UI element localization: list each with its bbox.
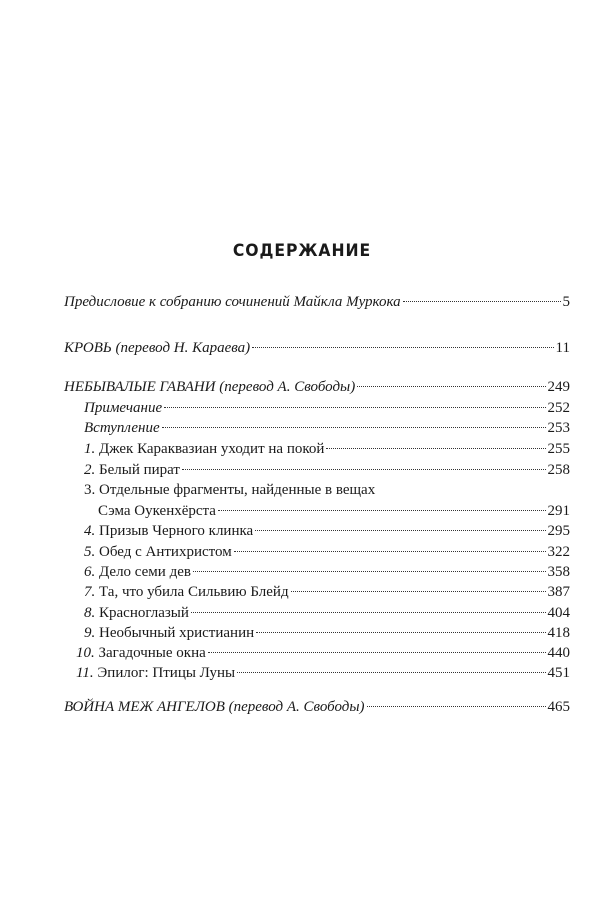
dot-leader — [182, 469, 546, 470]
chapter-number: 5. — [84, 544, 96, 560]
toc-entry-label: Вступление — [84, 420, 160, 436]
chapter-number: 3. — [84, 482, 96, 498]
toc-entry-label: Джек Караквазиан уходит на покой — [99, 441, 325, 457]
chapter-number: 8. — [84, 605, 96, 621]
toc-entry-label: Примечание — [84, 400, 163, 416]
toc-page-number: 418 — [547, 625, 570, 641]
toc-entry-chapter-2[interactable] — [84, 461, 570, 479]
dot-leader — [234, 551, 546, 552]
toc-page-number: 5 — [562, 294, 570, 310]
toc-entry-chapter-6[interactable] — [84, 563, 570, 581]
toc-page-number: 252 — [547, 400, 570, 416]
chapter-number: 2. — [84, 462, 96, 478]
toc-entry-label: Белый пират — [99, 462, 180, 478]
chapter-number: 6. — [84, 564, 96, 580]
chapter-number: 11. — [76, 665, 94, 681]
toc-entry-label-continued: Сэма Оукенхёрста — [98, 503, 216, 519]
dot-leader — [252, 347, 553, 348]
toc-entry-chapter-7[interactable] — [84, 583, 570, 601]
toc-entry-label: Необычный христианин — [99, 625, 255, 641]
toc-entry-label: Та, что убила Сильвию Блейд — [99, 584, 289, 600]
toc-entry-chapter-3-first-line[interactable] — [84, 481, 375, 499]
toc-entry-label: Красноглазый — [99, 605, 189, 621]
toc-entry-note[interactable] — [84, 399, 570, 417]
toc-entry-label: Отдельные фрагменты, найденные в вещах — [99, 482, 376, 498]
toc-entry-chapter-4[interactable] — [84, 522, 570, 540]
toc-entry-label: Эпилог: Птицы Луны — [97, 665, 236, 681]
dot-leader — [191, 612, 546, 613]
page-title: СОДЕРЖАНИЕ — [232, 241, 372, 261]
toc-page-number: 451 — [547, 665, 570, 681]
toc-entry-label: Призыв Черного клинка — [99, 523, 254, 539]
toc-page-number: 11 — [555, 340, 570, 356]
toc-entry-label: НЕБЫВАЛЫЕ ГАВАНИ (перевод А. Свободы) — [64, 379, 356, 395]
toc-entry-blood[interactable] — [64, 339, 570, 357]
toc-entry-chapter-3[interactable] — [98, 502, 570, 520]
toc-entry-label: КРОВЬ (перевод Н. Караева) — [64, 340, 251, 356]
toc-page-number: 322 — [547, 544, 570, 560]
toc-entry-label: ВОЙНА МЕЖ АНГЕЛОВ (перевод А. Свободы) — [64, 699, 365, 715]
chapter-number: 1. — [84, 441, 96, 457]
toc-entry-chapter-9[interactable] — [84, 624, 570, 642]
toc-entry-chapter-11[interactable] — [76, 664, 570, 682]
dot-leader — [237, 672, 545, 673]
toc-entry-label: Предисловие к собранию сочинений Майкла Муркока — [64, 294, 401, 310]
toc-page-number: 291 — [547, 503, 570, 519]
dot-leader — [367, 706, 546, 707]
dot-leader — [256, 632, 545, 633]
dot-leader — [357, 386, 545, 387]
dot-leader — [208, 652, 546, 653]
dot-leader — [326, 448, 545, 449]
toc-entry-label: Загадочные окна — [98, 645, 206, 661]
toc-page-number: 387 — [547, 584, 570, 600]
dot-leader — [403, 301, 561, 302]
dot-leader — [218, 510, 546, 511]
toc-entry-chapter-8[interactable] — [84, 604, 570, 622]
dot-leader — [193, 571, 546, 572]
toc-entry-preface[interactable] — [64, 293, 570, 311]
chapter-number: 4. — [84, 523, 96, 539]
chapter-number: 7. — [84, 584, 96, 600]
toc-page-number: 249 — [547, 379, 570, 395]
toc-page-number: 255 — [547, 441, 570, 457]
toc-entry-chapter-1[interactable] — [84, 440, 570, 458]
toc-page-number: 465 — [547, 699, 570, 715]
dot-leader — [291, 591, 546, 592]
toc-entry-chapter-10[interactable] — [76, 644, 570, 662]
toc-entry-intro[interactable] — [84, 419, 570, 437]
chapter-number: 10. — [76, 645, 95, 661]
toc-page-number: 358 — [547, 564, 570, 580]
toc-page-number: 253 — [547, 420, 570, 436]
toc-entry-chapter-5[interactable] — [84, 543, 570, 561]
toc-entry-havens[interactable] — [64, 378, 570, 396]
toc-page-number: 295 — [547, 523, 570, 539]
dot-leader — [164, 407, 545, 408]
toc-entry-label: Дело семи дев — [99, 564, 191, 580]
dot-leader — [162, 427, 546, 428]
toc-page-number: 440 — [547, 645, 570, 661]
toc-entry-war[interactable] — [64, 698, 570, 716]
toc-entry-label: Обед с Антихристом — [99, 544, 232, 560]
chapter-number: 9. — [84, 625, 96, 641]
dot-leader — [255, 530, 545, 531]
toc-page-number: 404 — [547, 605, 570, 621]
toc-page-number: 258 — [547, 462, 570, 478]
